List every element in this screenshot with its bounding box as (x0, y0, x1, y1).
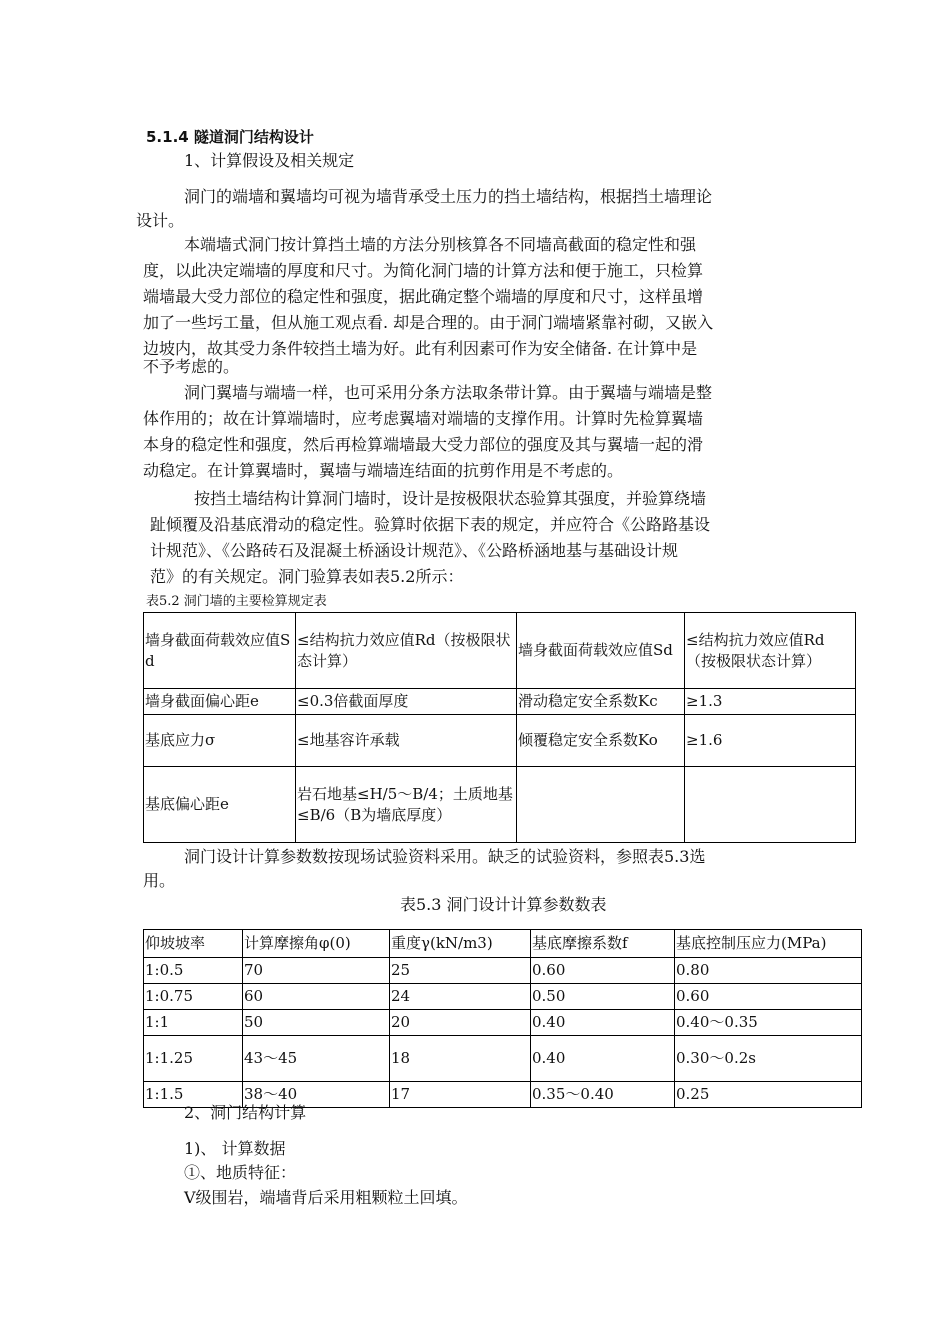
table-row (144, 767, 856, 843)
table-cell: 倾覆稳定安全系数Ko (517, 715, 685, 767)
table-header-cell: 计算摩擦角φ(0) (243, 930, 390, 958)
table-cell: ≥1.6 (685, 715, 856, 767)
section-heading: 5.1.4 隧道洞门结构设计 (146, 128, 314, 146)
table-header-cell: 基底摩擦系数f (531, 930, 675, 958)
table-cell: 20 (390, 1010, 531, 1036)
table-cell: 0.60 (531, 958, 675, 984)
table-cell: ≥1.3 (685, 689, 856, 715)
table-cell: 1:1 (144, 1010, 243, 1036)
list-item: 1)、 计算数据 (184, 1139, 286, 1158)
table-row (144, 613, 856, 689)
table-cell: 1:0.5 (144, 958, 243, 984)
subsection-title: 1、计算假设及相关规定 (184, 151, 355, 170)
table-cell: 0.40～0.35 (675, 1010, 862, 1036)
table-row (144, 958, 862, 984)
table-cell: 墙身截面偏心距e (144, 689, 296, 715)
table-cell (517, 767, 685, 843)
list-item: ①、地质特征： (184, 1163, 297, 1182)
table-cell: 0.30～0.2s (675, 1036, 862, 1082)
table-header-row (144, 930, 862, 958)
table-cell: 0.80 (675, 958, 862, 984)
subsection-title: 2、洞门结构计算 (184, 1103, 307, 1122)
table-row (144, 689, 856, 715)
table-cell: 基底应力σ (144, 715, 296, 767)
table-header-cell: 仰坡坡率 (144, 930, 243, 958)
table-5-3 (143, 929, 862, 1108)
table-row (144, 715, 856, 767)
table-cell: 43～45 (243, 1036, 390, 1082)
table-cell: 0.40 (531, 1036, 675, 1082)
table-cell: 1:0.75 (144, 984, 243, 1010)
table-cell: ≤地基容许承载 (296, 715, 517, 767)
table-cell: 38～40 (243, 1082, 390, 1108)
table-cell: 70 (243, 958, 390, 984)
table-cell: 0.60 (675, 984, 862, 1010)
table-cell: ≤0.3倍截面厚度 (296, 689, 517, 715)
table-5-2 (143, 612, 856, 843)
table-row (144, 1036, 862, 1082)
table-5-3-caption: 表5.3 洞门设计计算参数数表 (400, 895, 607, 914)
table-cell: 18 (390, 1036, 531, 1082)
table-cell: 1:1.25 (144, 1036, 243, 1082)
table-cell: 60 (243, 984, 390, 1010)
table-cell: ≤结构抗力效应值Rd（按极限状态计算） (685, 613, 856, 689)
table-cell: 24 (390, 984, 531, 1010)
table-cell: 0.40 (531, 1010, 675, 1036)
table-row (144, 1010, 862, 1036)
table-cell: 0.35～0.40 (531, 1082, 675, 1108)
table-cell: 滑动稳定安全系数Kc (517, 689, 685, 715)
table-cell: 墙身截面荷载效应值Sd (517, 613, 685, 689)
table-5-2-caption: 表5.2 洞门墙的主要检算规定表 (146, 594, 327, 609)
table-cell: 1:1.5 (144, 1082, 243, 1108)
table-row (144, 984, 862, 1010)
table-cell: 50 (243, 1010, 390, 1036)
table-cell (685, 767, 856, 843)
table-header-cell: 基底控制压应力(MPa) (675, 930, 862, 958)
table-cell: 岩石地基≤H/5～B/4；土质地基≤B/6（B为墙底厚度） (296, 767, 517, 843)
table-cell: 墙身截面荷载效应值Sd (144, 613, 296, 689)
list-item: Ⅴ级围岩，端墙背后采用粗颗粒土回填。 (184, 1188, 468, 1207)
table-cell: 17 (390, 1082, 531, 1108)
table-cell: 0.25 (675, 1082, 862, 1108)
table-cell: 25 (390, 958, 531, 984)
table-cell: 基底偏心距e (144, 767, 296, 843)
table-header-cell: 重度γ(kN/m3) (390, 930, 531, 958)
table-cell: 0.50 (531, 984, 675, 1010)
table-cell: ≤结构抗力效应值Rd（按极限状态计算） (296, 613, 517, 689)
